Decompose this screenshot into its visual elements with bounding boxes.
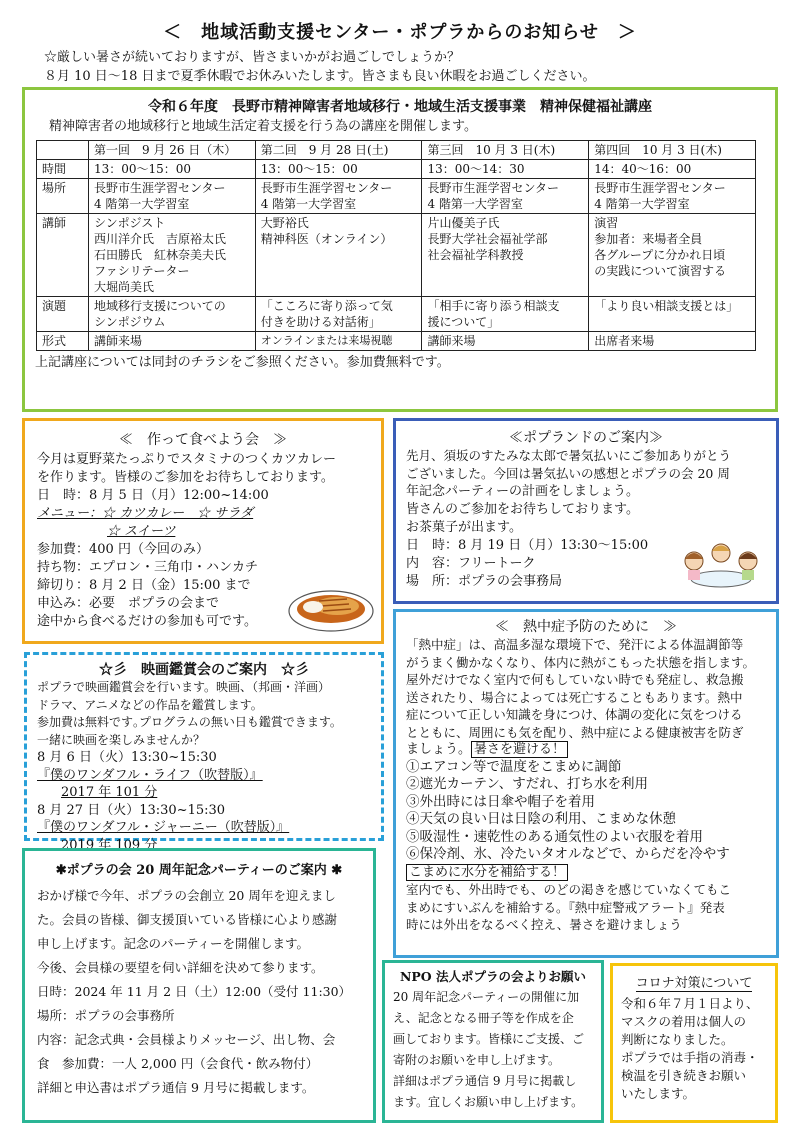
table-cell: 長野市生涯学習センター 4 階第一大学習室 bbox=[255, 179, 422, 214]
text-line: 画しております。皆様にご支援、ご bbox=[393, 1032, 585, 1046]
table-cell: 大野裕氏 精神科医（オンライン） bbox=[255, 214, 422, 297]
row-label: 講師 bbox=[37, 214, 89, 297]
table-cell: 13：00～15：00 bbox=[88, 160, 255, 179]
list-item: ①エアコン等で温度をこまめに調節 bbox=[406, 758, 622, 775]
text-line: 症について正しい知識を身につけ、体調の変化に気をつける bbox=[406, 707, 743, 722]
text-line: 寄附のお願いを申し上げます。 bbox=[393, 1053, 561, 1067]
course-subtitle: 精神障害者の地域移行と地域生活定着支援を行う為の講座を開催します。 bbox=[49, 119, 477, 134]
text-line: 途中から食べるだけの参加も可です。 bbox=[37, 614, 257, 629]
text-line: 一緒に映画を楽しみませんか？ bbox=[37, 732, 206, 747]
table-cell: 長野市生涯学習センター 4 階第一大学習室 bbox=[422, 179, 589, 214]
text-line: 日 時：8 月 19 日（月）13:30～15:00 bbox=[406, 538, 649, 553]
heatstroke-section bbox=[393, 609, 779, 958]
text-line: 詳細はポプラ通信 9 月号に掲載し bbox=[393, 1074, 577, 1088]
course-footer: 上記講座については同封のチラシをご参照ください。参加費無料です。 bbox=[35, 355, 450, 370]
text-line: ございました。今回は暑気払いの感想とポプラの会 20 周 bbox=[406, 466, 730, 481]
text-line: 参加費：400 円（今回のみ） bbox=[37, 542, 209, 557]
text-line: 「熱中症」は、高温多湿な環境下で、発汗による体温調節等 bbox=[406, 637, 744, 652]
table-cell: 演習 参加者：来場者全員 各グループに分かれ日頃 の実践について演習する bbox=[589, 214, 756, 297]
text-line: まめにすいぶんを補給する。『熱中症警戒アラート』発表 bbox=[406, 899, 725, 915]
list-item: ②遮光カーテン、すだれ、打ち水を利用 bbox=[406, 776, 649, 792]
text-line: 申し上げます。記念のパーティーを開催します。 bbox=[37, 936, 310, 951]
text-line: とともに、周囲にも気を配り、熱中症による健康被害を防ぎ bbox=[406, 724, 744, 740]
text-line: 検温を引き続きお願い bbox=[621, 1068, 747, 1083]
text-line: 年記念パーティーの計画をしましょう。 bbox=[406, 484, 639, 499]
text-line: 先月、須坂のすたみな太郎で暑気払いにご参加ありがとう bbox=[406, 448, 732, 463]
table-cell: 長野市生涯学習センター 4 階第一大学習室 bbox=[589, 179, 756, 214]
heatstroke-title: ≪ 熱中症予防のために ≫ bbox=[495, 619, 677, 635]
table-cell: 13：00～15：00 bbox=[255, 160, 422, 179]
text-line: 時には外出をなるべく控え、暑さを避けましょう bbox=[406, 917, 682, 932]
course-table bbox=[36, 140, 756, 351]
cooking-section bbox=[22, 418, 384, 644]
course-title: 令和６年度 長野市精神障害者地域移行・地域生活支援事業 精神保健福祉講座 bbox=[148, 99, 652, 115]
text-line: 締切り：8 月 2 日（金）15:00 まで bbox=[37, 578, 251, 593]
text-line: 8 月 6 日（火）13:30~15:30 bbox=[37, 750, 217, 765]
text-line: を作ります。皆様のご参加をお待ちしております。 bbox=[37, 470, 334, 485]
table-cell: 14：40～16：00 bbox=[589, 160, 756, 179]
table-row bbox=[37, 160, 756, 179]
katsu-curry-icon bbox=[287, 579, 375, 633]
table-header-cell: 第一回 9 月 26 日（木） bbox=[88, 141, 255, 160]
row-label: 演題 bbox=[37, 297, 89, 332]
list-item: ③外出時には日傘や帽子を着用 bbox=[406, 793, 595, 810]
text-line: ましょう。 bbox=[406, 742, 472, 757]
text-line: 送されたり、場合によっては死亡することもあります。熱中 bbox=[406, 689, 743, 705]
text-line: 2017 年 101 分 bbox=[61, 785, 158, 800]
text-line: ☆ スイーツ bbox=[107, 524, 176, 539]
text-line: 『僕のワンダフル・ライフ（吹替版）』 bbox=[37, 767, 263, 783]
corona-section bbox=[610, 963, 778, 1123]
table-header-cell: 第三回 10 月 3 日(木) bbox=[422, 141, 589, 160]
table-cell: 出席者来場 bbox=[589, 332, 756, 351]
table-row bbox=[37, 332, 756, 351]
table-cell: 講師来場 bbox=[88, 332, 255, 351]
text-line: 場 所：ポプラの会事務局 bbox=[406, 574, 563, 589]
text-line: え、記念となる冊子等を作成を企 bbox=[393, 1011, 574, 1025]
request-title: NPO 法人ポプラの会よりお願い bbox=[399, 969, 587, 984]
table-cell: 「より良い相談支援とは」 bbox=[589, 297, 756, 332]
tea-party-illustration bbox=[678, 539, 764, 593]
table-cell bbox=[37, 141, 89, 160]
popland-title: ≪ポプランドのご案内≫ bbox=[509, 430, 663, 446]
row-label: 形式 bbox=[37, 332, 89, 351]
table-header-cell: 第二回 9 月 28 日(土) bbox=[255, 141, 422, 160]
text-line: いたします。 bbox=[621, 1086, 696, 1101]
movie-section bbox=[24, 652, 384, 853]
text-line: 参加費は無料です｡プログラムの無い日も鑑賞できます。 bbox=[37, 715, 342, 729]
text-line: 日 時：8 月 5 日（月）12:00~14:00 bbox=[37, 488, 269, 503]
text-line: 日時：2024 年 11 月 2 日（土）12:00（受付 11:30） bbox=[37, 984, 352, 999]
text-line: ドラマ、アニメなどの作品を鑑賞します。 bbox=[37, 697, 263, 712]
row-label: 時間 bbox=[37, 160, 89, 179]
table-cell: シンポジスト 西川洋介氏 吉原裕太氏 石田勝氏 紅林奈美夫氏 ファシリテーター 大堀尚美氏 bbox=[88, 214, 255, 297]
intro-line: ☆厳しい暑さが続いておりますが、皆さまいかがお過ごしでしょうか？ bbox=[44, 50, 461, 65]
popland-section bbox=[393, 418, 779, 604]
table-cell: 講師来場 bbox=[422, 332, 589, 351]
text-line: た。会員の皆様、御支援頂いている皆様に心より感謝 bbox=[37, 912, 338, 927]
tag-hydrate: こまめに水分を補給する！ bbox=[406, 864, 568, 881]
text-line: 内 容：フリートーク bbox=[406, 556, 536, 571]
text-line: がうまく働かなくなり、体内に熱がこもった状態を指します。 bbox=[406, 654, 756, 670]
table-row bbox=[37, 179, 756, 214]
cooking-title: ≪ 作って食べよう会 ≫ bbox=[119, 432, 287, 448]
request-section bbox=[382, 960, 604, 1123]
text-line: 8 月 27 日（火）13:30~15:30 bbox=[37, 802, 226, 818]
text-line: 詳細と申込書はポプラ通信 9 月号に掲載します。 bbox=[37, 1080, 315, 1095]
text-line: メニュー：☆ カツカレー ☆ サラダ bbox=[37, 506, 254, 521]
tag-avoid-heat: 暑さを避ける！ bbox=[471, 741, 568, 758]
text-line: 判断になりました。 bbox=[621, 1032, 734, 1047]
list-item: ⑥保冷剤、氷、冷たいタオルなどで、からだを冷やす bbox=[406, 846, 730, 862]
text-line: 内容：記念式典・会員様よりメッセージ、出し物、会 bbox=[37, 1032, 336, 1047]
course-section bbox=[22, 87, 778, 412]
table-cell: 「相手に寄り添う相談支 援について」 bbox=[422, 297, 589, 332]
table-header-cell: 第四回 10 月 3 日(木) bbox=[589, 141, 756, 160]
table-cell: 長野市生涯学習センター 4 階第一大学習室 bbox=[88, 179, 255, 214]
text-line: マスクの着用は個人の bbox=[621, 1014, 747, 1029]
party-section bbox=[22, 848, 376, 1123]
text-line: 屋外だけでなく室内で何もしていない時でも発症し、救急搬 bbox=[406, 672, 744, 687]
text-line: 持ち物：エプロン・三角巾・ハンカチ bbox=[37, 560, 259, 575]
text-line: ポプラで映画鑑賞会を行います。映画、（邦画・洋画） bbox=[37, 680, 331, 694]
party-title: ✱ポプラの会 20 周年記念パーティーのご案内 ✱ bbox=[55, 863, 343, 878]
table-cell: 片山優美子氏 長野大学社会福祉学部 社会福祉学科教授 bbox=[422, 214, 589, 297]
row-label: 場所 bbox=[37, 179, 89, 214]
list-item: ④天気の良い日は日陰の利用、こまめな休憩 bbox=[406, 811, 676, 827]
movie-title: ☆彡 映画鑑賞会のご案内 ☆彡 bbox=[99, 662, 309, 678]
list-item: ⑤吸湿性・速乾性のある通気性のよい衣服を着用 bbox=[406, 828, 703, 845]
text-line: ます。宜しくお願い申し上げます。 bbox=[393, 1095, 584, 1109]
table-cell: 「こころに寄り添って気 付きを助ける対話術」 bbox=[255, 297, 422, 332]
table-cell: オンラインまたは来場視聴 bbox=[255, 332, 422, 351]
text-line: 2019 年 109 分 bbox=[61, 837, 158, 853]
table-cell: 13：00～14：30 bbox=[422, 160, 589, 179]
text-line: 食 参加費：一人 2,000 円（会食代・飲み物付） bbox=[37, 1056, 319, 1071]
text-line: 今月は夏野菜たっぷりでスタミナのつくカツカレー bbox=[37, 452, 337, 467]
text-line: 20 周年記念パーティーの開催に加 bbox=[393, 990, 580, 1004]
text-line: ポプラでは手指の消毒・ bbox=[621, 1050, 759, 1065]
corona-title: コロナ対策について bbox=[635, 976, 753, 991]
page-title: ＜ 地域活動支援センター・ポプラからのお知らせ ＞ bbox=[163, 22, 637, 43]
table-cell: 地域移行支援についての シンポジウム bbox=[88, 297, 255, 332]
table-row bbox=[37, 214, 756, 297]
text-line: 今後、会員様の要望を伺い詳細を決めて参ります。 bbox=[37, 960, 324, 975]
intro-line: ８月 10 日～18 日まで夏季休暇でお休みいたします。皆さまも良い休暇をお過ごしください。 bbox=[44, 69, 596, 84]
text-line: 皆さんのご参加をお待ちしております。 bbox=[406, 502, 639, 517]
text-line: 室内でも、外出時でも、のどの渇きを感じていなくてもこ bbox=[406, 882, 732, 897]
table-header-row bbox=[37, 141, 756, 160]
table-row bbox=[37, 297, 756, 332]
text-line: おかげ様で今年、ポプラの会創立 20 周年を迎えまし bbox=[37, 888, 336, 903]
text-line: 場所：ポプラの会事務所 bbox=[37, 1008, 175, 1023]
text-line: お茶菓子が出ます。 bbox=[406, 520, 522, 535]
text-line: 申込み：必要 ポプラの会まで bbox=[37, 596, 220, 611]
text-line: 『僕のワンダフル・ジャーニー（吹替版）』 bbox=[37, 820, 290, 835]
text-line: 令和６年７月１日より、 bbox=[621, 996, 759, 1011]
